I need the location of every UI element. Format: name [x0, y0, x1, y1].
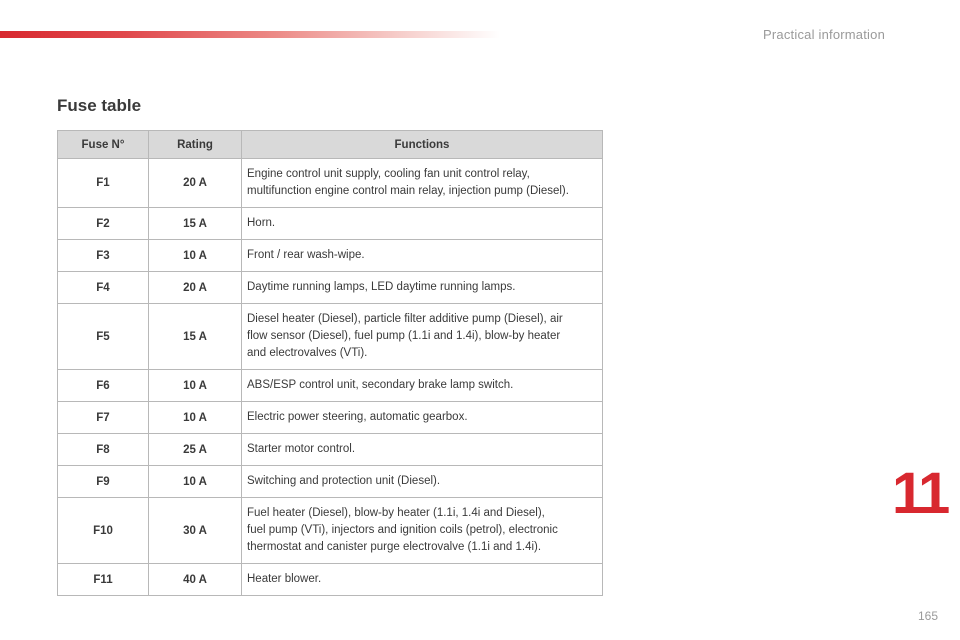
fuse-table	[57, 130, 603, 596]
fuse-number: F6	[58, 370, 149, 402]
fuse-functions	[242, 564, 603, 596]
fuse-number: F9	[58, 466, 149, 498]
table-row	[58, 208, 603, 240]
fuse-rating: 40 A	[149, 564, 242, 596]
fuse-rating: 10 A	[149, 466, 242, 498]
column-header-functions: Functions	[242, 131, 603, 159]
fuse-rating: 15 A	[149, 208, 242, 240]
section-header: Practical information	[763, 27, 885, 42]
table-row	[58, 564, 603, 596]
function-line: Daytime running lamps, LED daytime running lamps.	[247, 281, 516, 293]
header-stripe	[0, 31, 500, 38]
function-line: Heater blower.	[247, 573, 322, 585]
table-row	[58, 402, 603, 434]
function-line: Electric power steering, automatic gearbox.	[247, 411, 468, 423]
function-line: Diesel heater (Diesel), particle filter additive pump (Diesel), air	[247, 313, 563, 325]
table-row	[58, 272, 603, 304]
fuse-rating: 20 A	[149, 272, 242, 304]
fuse-rating: 10 A	[149, 370, 242, 402]
fuse-number: F3	[58, 240, 149, 272]
fuse-functions	[242, 208, 603, 240]
fuse-functions	[242, 434, 603, 466]
table-row	[58, 159, 603, 208]
fuse-functions	[242, 498, 603, 564]
table-row	[58, 240, 603, 272]
fuse-number: F2	[58, 208, 149, 240]
fuse-functions	[242, 240, 603, 272]
table-row	[58, 466, 603, 498]
fuse-number: F7	[58, 402, 149, 434]
fuse-number: F11	[58, 564, 149, 596]
fuse-number: F5	[58, 304, 149, 370]
fuse-number: F10	[58, 498, 149, 564]
fuse-rating: 30 A	[149, 498, 242, 564]
function-line: Switching and protection unit (Diesel).	[247, 475, 441, 487]
page-number: 165	[917, 609, 938, 623]
function-line: Engine control unit supply, cooling fan unit control relay,	[247, 168, 530, 180]
fuse-rating: 20 A	[149, 159, 242, 208]
fuse-number: F1	[58, 159, 149, 208]
function-line: Front / rear wash-wipe.	[247, 249, 365, 261]
fuse-number: F4	[58, 272, 149, 304]
function-line: Horn.	[247, 217, 276, 229]
function-line: multifunction engine control main relay, injection pump (Diesel).	[247, 185, 569, 197]
fuse-functions	[242, 159, 603, 208]
fuse-rating: 10 A	[149, 240, 242, 272]
page-title: Fuse table	[57, 96, 142, 115]
column-header-fuse-number: Fuse N°	[58, 131, 149, 159]
function-line: and electrovalves (VTi).	[247, 347, 368, 359]
function-line: ABS/ESP control unit, secondary brake lamp switch.	[247, 379, 514, 391]
fuse-rating: 25 A	[149, 434, 242, 466]
function-line: thermostat and canister purge electrovalve (1.1i and 1.4i).	[247, 541, 542, 553]
fuse-rating: 10 A	[149, 402, 242, 434]
fuse-functions	[242, 402, 603, 434]
fuse-functions	[242, 370, 603, 402]
fuse-functions	[242, 466, 603, 498]
fuse-number: F8	[58, 434, 149, 466]
function-line: Starter motor control.	[247, 443, 356, 455]
fuse-table-body	[58, 159, 603, 596]
fuse-rating: 15 A	[149, 304, 242, 370]
fuse-functions	[242, 272, 603, 304]
function-line: Fuel heater (Diesel), blow-by heater (1.1i, 1.4i and Diesel),	[247, 507, 545, 519]
table-row	[58, 370, 603, 402]
table-row	[58, 304, 603, 370]
chapter-number: 11	[892, 461, 948, 526]
table-row	[58, 434, 603, 466]
fuse-table-header	[58, 131, 603, 159]
function-line: flow sensor (Diesel), fuel pump (1.1i and 1.4i), blow-by heater	[247, 330, 561, 342]
fuse-functions	[242, 304, 603, 370]
table-row	[58, 498, 603, 564]
column-header-rating: Rating	[149, 131, 242, 159]
function-line: fuel pump (VTi), injectors and ignition coils (petrol), electronic	[247, 524, 558, 536]
